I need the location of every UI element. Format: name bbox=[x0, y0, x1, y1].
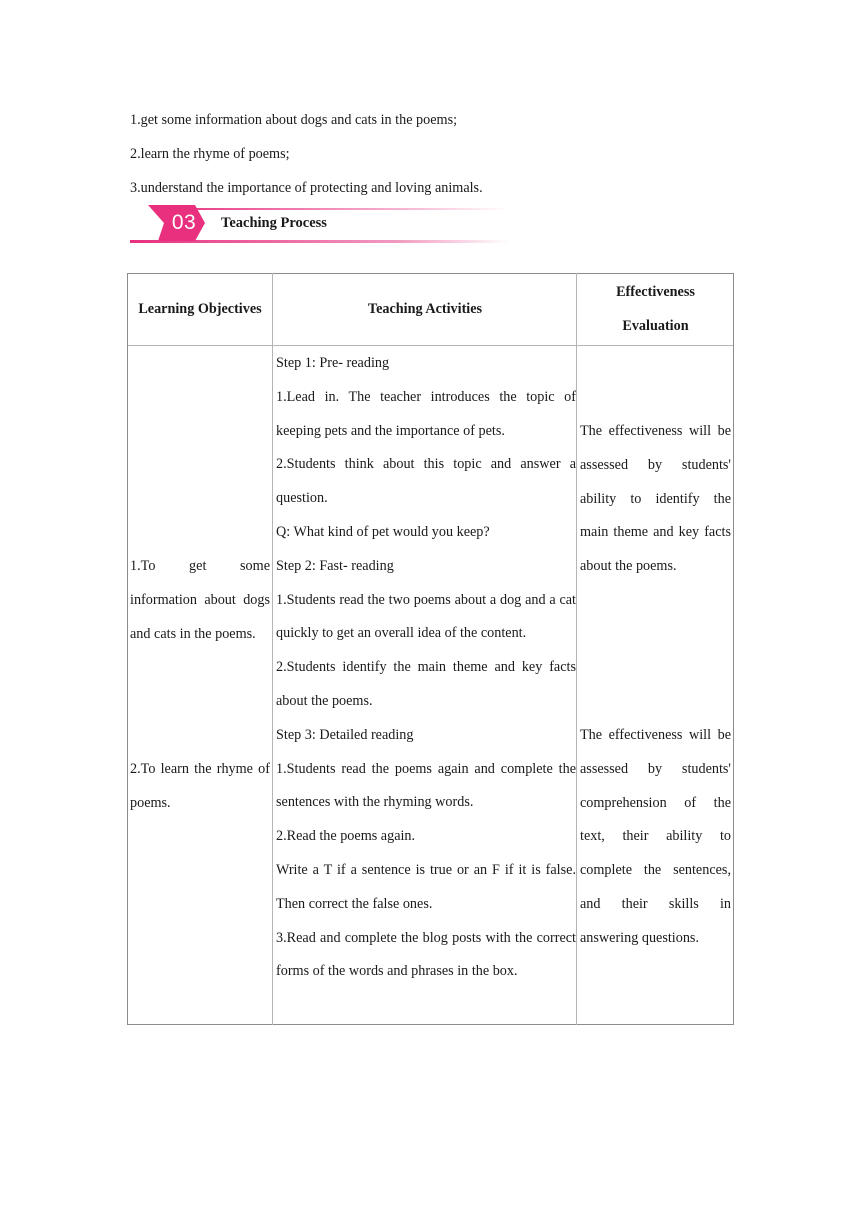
section-title: Teaching Process bbox=[221, 215, 327, 231]
header-learning-objectives: Learning Objectives bbox=[138, 301, 262, 317]
table-border-top bbox=[127, 273, 734, 274]
activities-cell bbox=[276, 347, 576, 989]
learning-objective-2: 2.To learn the rhyme of poems. bbox=[130, 761, 270, 811]
activity-item: 3.Read and complete the blog posts with the correct forms of the words and phrases in the box. bbox=[276, 929, 576, 980]
objective-cell bbox=[130, 550, 270, 651]
activity-step-heading: Step 1: Pre- reading bbox=[276, 355, 390, 371]
activity-item: Write a T if a sentence is true or an F if it is false. Then correct the false ones. bbox=[276, 861, 576, 912]
activity-step-heading: Step 2: Fast- reading bbox=[276, 557, 394, 574]
header-rule-top bbox=[162, 208, 510, 210]
header-effectiveness: Effectiveness bbox=[616, 284, 695, 300]
activity-item: 1.Students read the two poems about a dog and a cat quickly to get an overall idea of the content. bbox=[276, 591, 576, 642]
section-number: 03 bbox=[171, 211, 197, 234]
activity-step-heading: Step 3: Detailed reading bbox=[276, 726, 414, 743]
objective-cell bbox=[130, 753, 270, 821]
header-teaching-activities: Teaching Activities bbox=[367, 301, 483, 317]
activity-item: 2.Read the poems again. bbox=[276, 828, 416, 845]
teaching-process-table bbox=[127, 273, 734, 1025]
activity-question: Q: What kind of pet would you keep? bbox=[276, 523, 490, 540]
table-column-divider bbox=[576, 273, 577, 1025]
header-evaluation: Evaluation bbox=[622, 318, 689, 334]
section-header bbox=[130, 205, 510, 245]
learning-objective-1: 1.To get some information about dogs and cats in the poems. bbox=[130, 558, 270, 642]
table-border-left bbox=[127, 273, 128, 1025]
objective-item: 2.learn the rhyme of poems; bbox=[130, 146, 290, 162]
evaluation-cell bbox=[580, 719, 731, 956]
objective-item: 1.get some information about dogs and cats in the poems; bbox=[130, 112, 458, 128]
activity-item: 1.Students read the poems again and complete the sentences with the rhyming words. bbox=[276, 760, 576, 811]
activity-item: 2.Students think about this topic and answer a question. bbox=[276, 456, 576, 507]
evaluation-cell bbox=[580, 415, 731, 584]
table-header-divider bbox=[127, 345, 734, 346]
evaluation-2: The effectiveness will be assessed by students' comprehension of the text, their ability to complete the sentences, and their skills in answering questions. bbox=[580, 727, 731, 946]
evaluation-1: The effectiveness will be assessed by students' ability to identify the main theme and key facts about the poems. bbox=[580, 423, 731, 575]
activity-item: 1.Lead in. The teacher introduces the topic of keeping pets and the importance of pets. bbox=[276, 388, 576, 439]
objective-item: 3.understand the importance of protecting and loving animals. bbox=[130, 180, 483, 196]
table-border-right bbox=[733, 273, 734, 1025]
table-column-divider bbox=[272, 273, 273, 1025]
activity-item: 2.Students identify the main theme and key facts about the poems. bbox=[276, 659, 576, 709]
table-border-bottom bbox=[127, 1024, 734, 1025]
